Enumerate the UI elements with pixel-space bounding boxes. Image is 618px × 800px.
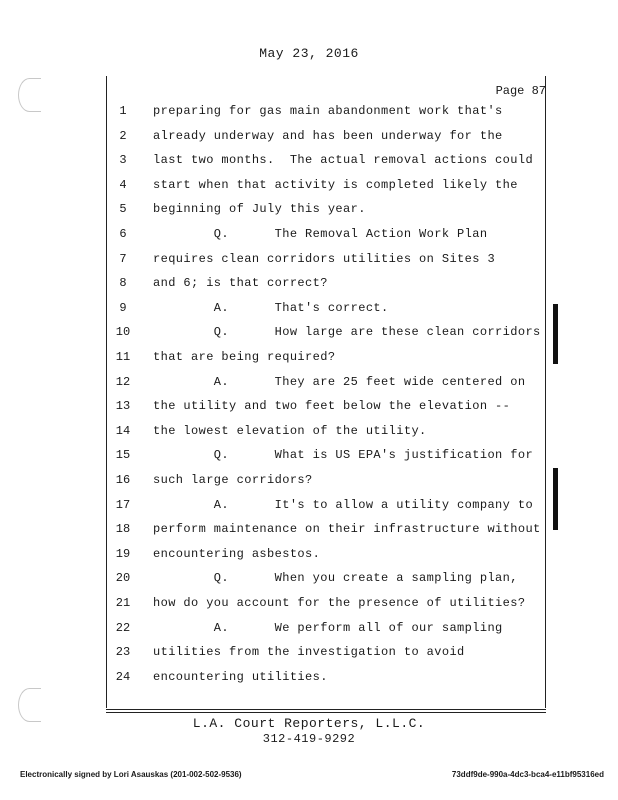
line-number: 12: [115, 375, 131, 389]
line-text: Q. What is US EPA's justification for: [153, 448, 534, 462]
line-text: last two months. The actual removal actions could: [153, 153, 534, 167]
page-number: Page 87: [495, 84, 546, 98]
margin-mark-lower: [553, 468, 558, 530]
line-text: beginning of July this year.: [153, 202, 366, 216]
line-text: Q. How large are these clean corridors: [153, 325, 541, 339]
line-number: 19: [115, 547, 131, 561]
line-number: 4: [119, 178, 127, 192]
margin-mark-upper: [553, 304, 558, 364]
reporter-phone: 312-419-9292: [262, 732, 356, 746]
line-text: start when that activity is completed likely the: [153, 178, 518, 192]
line-number: 5: [119, 202, 127, 216]
line-number: 20: [115, 571, 131, 585]
line-text: already underway and has been underway for the: [153, 129, 503, 143]
line-number: 15: [115, 448, 131, 462]
line-text: A. It's to allow a utility company to: [153, 498, 534, 512]
line-number: 9: [119, 301, 127, 315]
line-number: 13: [115, 399, 131, 413]
punch-hole-top: [18, 78, 41, 112]
line-text: A. That's correct.: [153, 301, 389, 315]
line-text: that are being required?: [153, 350, 336, 364]
line-text: Q. When you create a sampling plan,: [153, 571, 518, 585]
line-number: 23: [115, 645, 131, 659]
line-text: the utility and two feet below the elevation --: [153, 399, 511, 413]
reporter-company: L.A. Court Reporters, L.L.C.: [192, 716, 426, 731]
line-number: 7: [119, 252, 127, 266]
line-number: 16: [115, 473, 131, 487]
line-text: utilities from the investigation to avoid: [153, 645, 465, 659]
line-text: encountering utilities.: [153, 670, 328, 684]
line-text: such large corridors?: [153, 473, 313, 487]
line-number: 6: [119, 227, 127, 241]
transcript-date: May 23, 2016: [259, 46, 359, 61]
line-text: A. They are 25 feet wide centered on: [153, 375, 526, 389]
line-number: 3: [119, 153, 127, 167]
line-text: A. We perform all of our sampling: [153, 621, 503, 635]
line-number: 1: [119, 104, 127, 118]
line-number: 14: [115, 424, 131, 438]
transcript-frame: [106, 76, 546, 708]
line-text: encountering asbestos.: [153, 547, 321, 561]
line-text: requires clean corridors utilities on Sites 3: [153, 252, 496, 266]
line-number: 2: [119, 129, 127, 143]
document-hash: 73ddf9de-990a-4dc3-bca4-e11bf95316ed: [451, 770, 604, 779]
line-number: 10: [115, 325, 131, 339]
electronic-signature: Electronically signed by Lori Asauskas (201-002-502-9536): [20, 770, 242, 779]
line-number: 24: [115, 670, 131, 684]
line-number: 17: [115, 498, 131, 512]
line-text: the lowest elevation of the utility.: [153, 424, 427, 438]
line-number: 18: [115, 522, 131, 536]
line-number: 21: [115, 596, 131, 610]
line-text: Q. The Removal Action Work Plan: [153, 227, 488, 241]
line-text: perform maintenance on their infrastructure without: [153, 522, 541, 536]
line-number: 11: [115, 350, 131, 364]
line-number: 22: [115, 621, 131, 635]
line-text: preparing for gas main abandonment work that's: [153, 104, 503, 118]
line-number: 8: [119, 276, 127, 290]
line-text: how do you account for the presence of utilities?: [153, 596, 526, 610]
line-text: and 6; is that correct?: [153, 276, 328, 290]
